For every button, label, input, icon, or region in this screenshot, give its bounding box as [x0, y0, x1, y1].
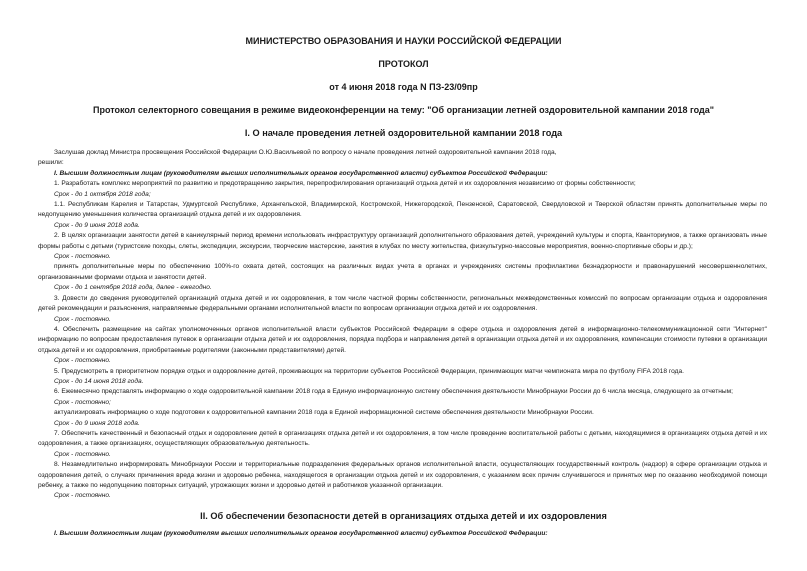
- intro-paragraph: Заслушав доклад Министра просвещения Российской Федерации О.Ю.Васильевой по вопросу о начале проведения летней оздоровительной кампании 2018 года,: [54, 149, 557, 156]
- paragraph-2b: принять дополнительные меры по обеспечению 100%-го охвата детей, состоящих на различных видах учета в органах и учреждениях системы профилактики безнадзорности и правонарушений несовершеннолетних, организованными формами отдыха и занятости детей.: [38, 263, 767, 281]
- deadline-6a: Срок - постоянно;: [54, 398, 111, 406]
- deadline-2b: Срок - до 1 сентября 2018 года, далее - ежегодно.: [54, 284, 212, 292]
- deadline-1-1: Срок - до 9 июня 2018 года.: [54, 221, 140, 229]
- paragraph-6b: актуализировать информацию о ходе подготовки к оздоровительной кампании 2018 года в Единой информационной системе обеспечения деятельности Минобрнауки России.: [54, 409, 594, 417]
- paragraph-8: 8. Незамедлительно информировать Минобрнауки России и территориальные подразделения федеральных органов исполнительной власти, осуществляющих государственный контроль (надзор) в сфере организации отдыха и оздоровления детей, о случаях причинения вреда жизни и здоровью ребенка, находящегося в организации отдыха детей и их оздоровления, с указанием всех причин случившегося и принятых мер по оказанию необходимой помощи ребенку, а также по недопущению повторных ситуаций, угрожающих жизни и здоровью детей и работников указанной организации.: [38, 461, 767, 489]
- paragraph-2: 2. В целях организации занятости детей в каникулярный период времени использовать инфраструктуру организаций дополнительного образования детей, учреждений культуры и спорта, Кванториумов, а также организовать иные формы работы с детьми (туристские походы, слеты, экспедиции, экскурсии, творческие мастерские, занятия в клубах по месту жительства, физкультурно-массовые мероприятия, военно-спортивные сборы и др.);: [38, 232, 767, 250]
- section-2-body: [0, 529, 807, 539]
- deadline-5: Срок - до 14 июня 2018 года.: [54, 377, 144, 385]
- paragraph-7: 7. Обеспечить качественный и безопасный отдых и оздоровление детей в организациях отдыха детей и их оздоровления, в том числе проведение воспитательной работы с детьми, находящимися в организациях отдыха детей и их оздоровления, а также организациях, осуществляющих образовательную деятельность.: [38, 429, 767, 448]
- section-2-title: II. Об обеспечении безопасности детей в организациях отдыха детей и их оздоровления: [200, 510, 607, 521]
- addressee-heading: I. Высшим должностным лицам (руководителям высших исполнительных органов государственной власти) субъектов Российской Федерации:: [54, 169, 548, 177]
- section-2-addressee-heading: I. Высшим должностным лицам (руководителям высших исполнительных органов государственной власти) субъектов Российской Федерации:: [54, 529, 548, 537]
- deadline-2a: Срок - постоянно.: [54, 253, 111, 261]
- document-type-heading: ПРОТОКОЛ: [378, 59, 429, 69]
- section-1-body: [0, 148, 807, 502]
- paragraph-3: 3. Довести до сведения руководителей организаций отдыха детей и их оздоровления, в том числе частной формы собственности, региональных межведомственных комиссий по вопросам организации отдыха и оздоровления детей рекомендации и разъяснения, направляемые федеральными органами исполнительной власти по вопросам организации отдыха детей и их оздоровления.: [38, 294, 767, 313]
- paragraph-5: 5. Предусмотреть в приоритетном порядке отдых и оздоровление детей, проживающих на территории субъектов Российской Федерации, принимающих матчи чемпионата мира по футболу FIFA 2018 года.: [54, 367, 684, 375]
- section-1-title: I. О начале проведения летней оздоровительной кампании 2018 года: [244, 128, 563, 138]
- deadline-3: Срок - постоянно.: [54, 315, 111, 323]
- deadline-6b: Срок - до 9 июня 2018 года.: [54, 419, 140, 427]
- paragraph-1: 1. Разработать комплекс мероприятий по развитию и предотвращению закрытия, перепрофилирования организаций отдыха детей и их оздоровления независимо от формы собственности;: [54, 180, 636, 188]
- ministry-heading: МИНИСТЕРСТВО ОБРАЗОВАНИЯ И НАУКИ РОССИЙСКОЙ ФЕДЕРАЦИИ: [245, 36, 562, 46]
- decided-label: решили:: [38, 159, 64, 167]
- document-subject: Протокол селекторного совещания в режиме видеоконференции на тему: "Об организации летней оздоровительной кампании 2018 года": [92, 105, 715, 115]
- deadline-4: Срок - постоянно.: [54, 357, 111, 365]
- deadline-8: Срок - постоянно.: [54, 492, 111, 500]
- document-date-number: от 4 июня 2018 года N ПЗ-23/09пр: [329, 82, 478, 92]
- deadline-1: Срок - до 1 октября 2018 года;: [54, 190, 151, 198]
- paragraph-4: 4. Обеспечить размещение на сайтах уполномоченных органов исполнительной власти субъектов Российской Федерации в сфере отдыха и оздоровления детей в информационно-телекоммуникационной сети "Интернет" информацию по вопросам предоставления путевок в организации отдыха детей и их оздоровления, порядка подбора и направления детей в организации отдыха детей и их оздоровления, компенсации стоимости путевки в организации отдыха детей и их оздоровления, приобретаемые родителями (законными представителями) детей.: [38, 325, 767, 354]
- paragraph-6: 6. Ежемесячно представлять информацию о ходе оздоровительной кампании 2018 года в Единую информационную систему обеспечения деятельности Минобрнауки России до 6 числа месяца, следующего за отчетным;: [54, 388, 733, 396]
- paragraph-1-1: 1.1. Республикам Карелия и Татарстан, Удмуртской Республике, Архангельской, Владимирской, Костромской, Нижегородской, Пензенской, Саратовской, Свердловской и Тверской областям принять дополнительные меры по недопущению уменьшения количества организаций отдыха детей и их оздоровления.: [38, 201, 767, 219]
- deadline-7: Срок - постоянно.: [54, 450, 111, 458]
